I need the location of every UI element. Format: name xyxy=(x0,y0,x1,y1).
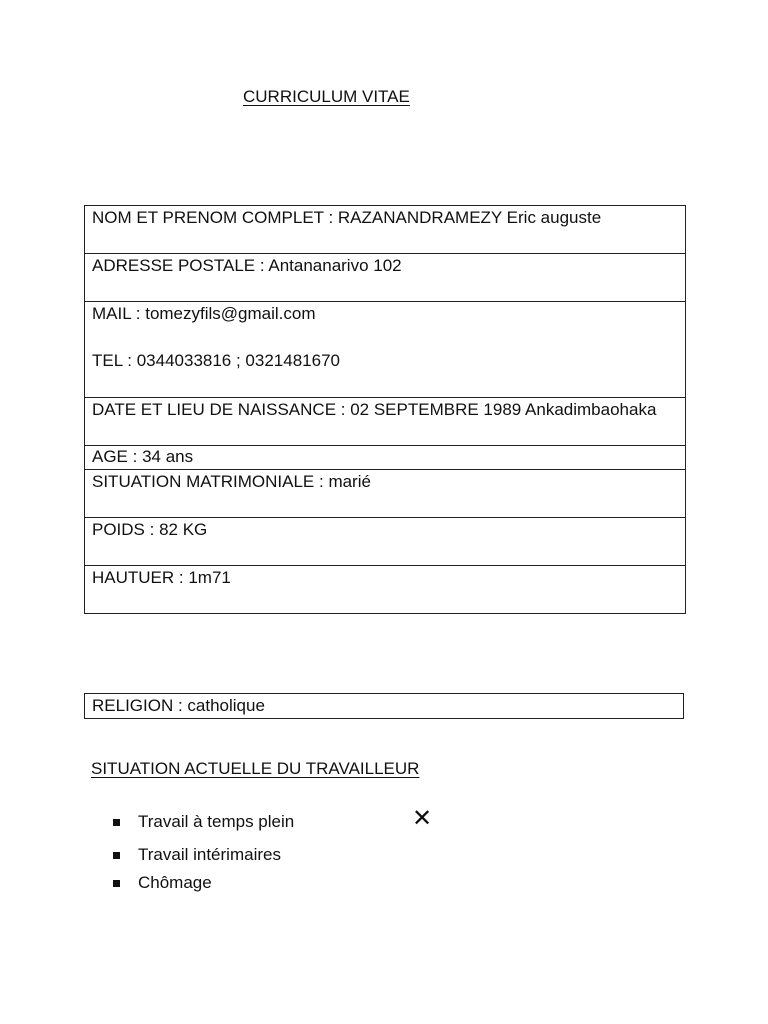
full-name-text: NOM ET PRENOM COMPLET : RAZANANDRAMEZY Eric auguste xyxy=(92,208,602,227)
option-label-unemployment: Chômage xyxy=(138,873,212,892)
height-text: HAUTUER : 1m71 xyxy=(92,568,231,587)
contact-cell xyxy=(85,302,686,398)
bullet-icon xyxy=(113,819,120,826)
personal-info-table xyxy=(84,205,686,614)
table-row xyxy=(85,470,686,518)
bullet-icon xyxy=(113,880,120,887)
religion-box xyxy=(84,693,684,719)
postal-address-cell xyxy=(85,254,686,302)
table-row xyxy=(85,302,686,398)
age-cell xyxy=(85,446,686,470)
table-row xyxy=(85,518,686,566)
full-name-cell xyxy=(85,206,686,254)
list-item xyxy=(113,873,212,893)
mail-text: MAIL : tomezyfils@gmail.com xyxy=(92,304,316,323)
table-row xyxy=(85,446,686,470)
marital-status-cell xyxy=(85,470,686,518)
document-title: CURRICULUM VITAE xyxy=(243,87,410,106)
option-label-interim: Travail intérimaires xyxy=(138,845,281,864)
birth-cell xyxy=(85,398,686,446)
table-row xyxy=(85,566,686,614)
option-label-full-time: Travail à temps plein xyxy=(138,812,295,831)
weight-text: POIDS : 82 KG xyxy=(92,520,208,539)
religion-text: RELIGION : catholique xyxy=(92,696,265,715)
postal-address-text: ADRESSE POSTALE : Antananarivo 102 xyxy=(92,256,402,275)
table-row xyxy=(85,398,686,446)
height-cell xyxy=(85,566,686,614)
bullet-icon xyxy=(113,852,120,859)
list-item xyxy=(113,812,294,832)
table-row xyxy=(85,206,686,254)
cross-mark-icon: ✕ xyxy=(412,804,433,832)
marital-status-text: SITUATION MATRIMONIALE : marié xyxy=(92,472,371,491)
tel-text: TEL : 0344033816 ; 0321481670 xyxy=(92,351,340,370)
work-situation-heading: SITUATION ACTUELLE DU TRAVAILLEUR xyxy=(91,759,420,778)
list-item xyxy=(113,845,281,865)
weight-cell xyxy=(85,518,686,566)
table-row xyxy=(85,254,686,302)
birth-text: DATE ET LIEU DE NAISSANCE : 02 SEPTEMBRE 1989 Ankadimbaohaka xyxy=(92,400,657,419)
age-text: AGE : 34 ans xyxy=(92,447,194,466)
